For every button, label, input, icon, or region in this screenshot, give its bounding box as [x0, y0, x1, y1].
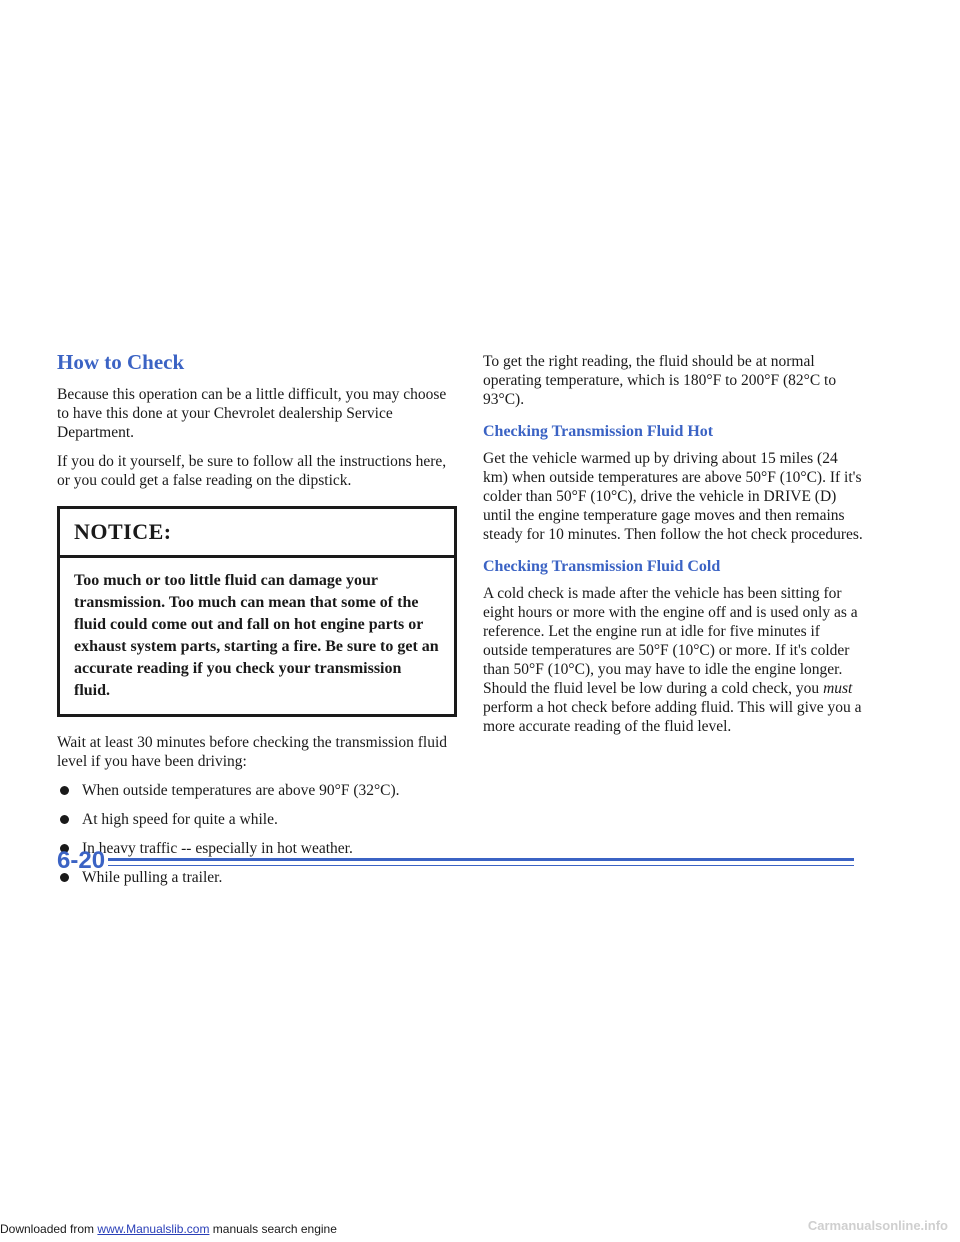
footer-rule-thin	[108, 865, 854, 866]
notice-body: Too much or too little fluid can damage your transmission. Too much can mean that some of the fluid could come out and fall on hot engine parts or exhaust system parts, starting a fire. Be sure to get an accurate reading if you check your transmission fluid.	[74, 572, 439, 699]
cold-check-heading: Checking Transmission Fluid Cold	[483, 558, 721, 575]
left-column	[57, 350, 457, 897]
instructions-paragraph: If you do it yourself, be sure to follow all the instructions here, or you could get a false reading on the dipstick.	[57, 453, 447, 489]
manualslib-link[interactable]: www.Manualslib.com	[97, 1222, 210, 1236]
conditions-list	[57, 781, 457, 887]
cold-check-paragraph: A cold check is made after the vehicle has been sitting for eight hours or more with the engine off and is used only as a reference. Let the engine run at idle for five minutes if outside temperatures are 50°F (10°C) or more. If it's colder than 50°F (10°C), you may have to idle the engine longer. Should the fluid level be low during a cold check, you must perform a hot check before adding fluid. This will give you a more accurate reading of the fluid level.	[483, 585, 862, 735]
intro-paragraph: Because this operation can be a little difficult, you may choose to have this done at your Chevrolet dealership Service Department.	[57, 386, 447, 441]
list-item: In heavy traffic -- especially in hot weather.	[57, 839, 457, 858]
footer-rule	[108, 858, 854, 861]
bullet-icon	[60, 815, 69, 824]
operating-temperature-paragraph: To get the right reading, the fluid should be at normal operating temperature, which is 180°F to 200°F (82°C to 93°C).	[483, 353, 837, 408]
notice-box	[57, 506, 457, 717]
list-item: At high speed for quite a while.	[57, 810, 457, 829]
list-item: When outside temperatures are above 90°F (32°C).	[57, 781, 457, 800]
watermark-logo: Carmanualsonline.info	[807, 1218, 948, 1233]
emphasis-must: must	[823, 680, 853, 697]
hot-check-heading: Checking Transmission Fluid Hot	[483, 423, 714, 440]
bullet-icon	[60, 786, 69, 795]
hot-check-paragraph: Get the vehicle warmed up by driving about 15 miles (24 km) when outside temperatures are above 50°F (10°C). If it's colder than 50°F (10°C), drive the vehicle in DRIVE (D) until the engine temperature gage moves and then remains steady for 10 minutes. Then follow the hot check procedures.	[483, 450, 863, 543]
page-number: 6-20	[57, 847, 106, 874]
right-column	[483, 352, 863, 746]
wait-paragraph: Wait at least 30 minutes before checking the transmission fluid level if you have been driving:	[57, 734, 448, 770]
download-footer: Downloaded from www.Manualslib.com manuals search engine	[0, 1222, 337, 1236]
notice-heading: NOTICE:	[60, 509, 454, 558]
list-item: While pulling a trailer.	[57, 868, 457, 887]
section-title: How to Check	[57, 350, 185, 374]
